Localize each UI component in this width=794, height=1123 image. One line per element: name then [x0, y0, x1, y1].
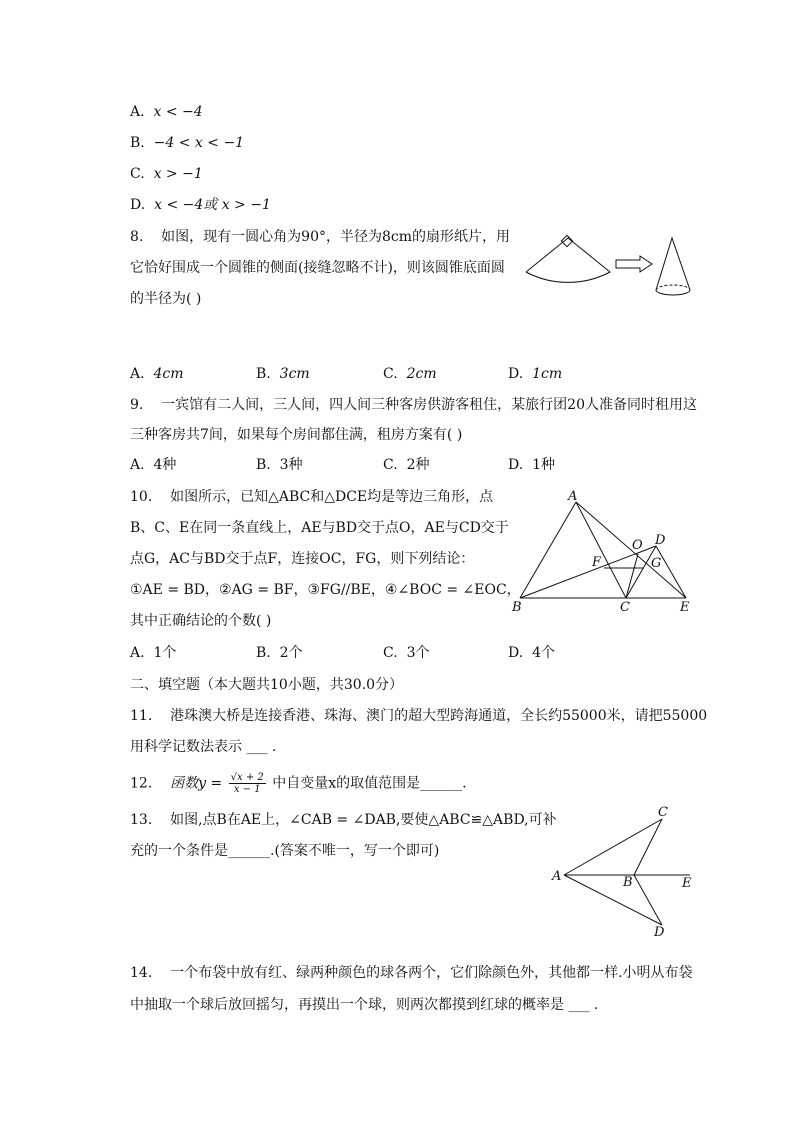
- q8-figure: [520, 232, 720, 332]
- q9-option-d: [508, 455, 555, 475]
- q14-line-1: [130, 963, 693, 983]
- label-g: G: [651, 556, 662, 571]
- q10-option-d: [508, 643, 555, 663]
- q10-line-5: [130, 611, 271, 631]
- q9-line-2: [130, 425, 462, 445]
- option-letter: D.: [130, 197, 146, 213]
- question-number: 12.: [130, 775, 153, 792]
- function-prefix: 函数y =: [170, 775, 223, 792]
- label-d: D: [655, 533, 666, 548]
- segment-ab: [520, 502, 576, 598]
- question-text: 如图，现有一圆心角为90°，半径为8cm的扇形纸片，用: [161, 229, 511, 245]
- q9-option-c: [383, 455, 430, 475]
- question-text: 充的一个条件是______.(答案不唯一，写一个即可): [130, 843, 440, 859]
- option-letter: C.: [383, 366, 398, 382]
- option-text: 1种: [532, 457, 556, 473]
- q7-option-c: [130, 164, 203, 184]
- question-text: 如图,点B在AE上，∠CAB = ∠DAB,要使△ABC≌△ABD,可补: [170, 812, 557, 828]
- question-text: 其中正确结论的个数( ): [130, 613, 272, 629]
- option-letter: D.: [508, 366, 524, 382]
- label-c: C: [620, 600, 630, 615]
- option-text: 3个: [406, 645, 430, 661]
- label-f: F: [592, 555, 602, 570]
- question-text: 点G，AC与BD交于点F，连接OC，FG，则下列结论：: [130, 551, 475, 567]
- q11-line-2: [130, 737, 276, 757]
- label-b: B: [623, 875, 633, 890]
- option-text: 4cm: [153, 366, 184, 382]
- option-letter: A.: [130, 645, 145, 661]
- option-letter: D.: [508, 645, 524, 661]
- q8-line-2: [130, 258, 505, 278]
- label-b: B: [512, 600, 522, 615]
- label-a: A: [552, 869, 562, 884]
- option-text: 4种: [153, 457, 177, 473]
- cone-sides: [656, 238, 690, 290]
- label-o: O: [632, 538, 643, 553]
- option-letter: D.: [508, 457, 524, 473]
- segment-cd: [626, 546, 656, 598]
- q10-line-4: [130, 580, 521, 600]
- question-number: 9.: [130, 397, 144, 413]
- question-number: 10.: [130, 489, 153, 505]
- question-text: 它恰好围成一个圆锥的侧面(接缝忽略不计)，则该圆锥底面圆: [130, 260, 505, 276]
- q8-line-1: [130, 227, 510, 247]
- option-letter: B.: [130, 135, 145, 151]
- question-text: 的半径为( ): [130, 291, 202, 307]
- q9-option-b: [256, 455, 303, 475]
- fraction: [229, 772, 266, 795]
- option-text: 2种: [406, 457, 430, 473]
- segment-ac: [576, 502, 626, 598]
- q8-option-d: [508, 364, 562, 384]
- option-letter: A.: [130, 104, 145, 120]
- question-text: 港珠澳大桥是连接香港、珠海、澳门的超大型跨海通道，全长约55000米，请把55000: [170, 708, 708, 724]
- segment-ac: [564, 819, 662, 875]
- option-text: 2个: [279, 645, 303, 661]
- option-letter: A.: [130, 457, 145, 473]
- sector-shape: [526, 238, 610, 282]
- arrow-shape: [616, 256, 652, 272]
- q7-option-b: [130, 133, 244, 153]
- question-text: 中抽取一个球后放回摇匀，再摸出一个球，则两次都摸到红球的概率是 ___ .: [130, 997, 599, 1013]
- option-text: −4 < x < −1: [153, 135, 245, 151]
- option-text: 4个: [532, 645, 556, 661]
- question-text: 一宾馆有二人间，三人间，四人间三种客房供游客租住，某旅行团20人准备同时租用这: [161, 397, 697, 413]
- option-letter: C.: [383, 457, 398, 473]
- option-letter: B.: [256, 366, 271, 382]
- label-e: E: [680, 600, 690, 615]
- question-text: B、C、E在同一条直线上，AE与BD交于点O，AE与CD交于: [130, 520, 509, 536]
- question-number: 13.: [130, 812, 153, 828]
- question-text: 一个布袋中放有红、绿两种颜色的球各两个，它们除颜色外，其他都一样.小明从布袋: [170, 965, 693, 981]
- option-text: x < −4或 x > −1: [154, 197, 271, 213]
- q10-option-b: [256, 643, 303, 663]
- q10-line-2: [130, 518, 509, 538]
- question-text: 三种客房共7间，如果每个房间都住满，租房方案有( ): [130, 427, 463, 443]
- question-text: 中自变量x的取值范围是______.: [272, 775, 467, 792]
- question-number: 8.: [130, 229, 144, 245]
- question-number: 14.: [130, 965, 153, 981]
- section-title: 二、填空题（本大题共10小题，共30.0分）: [130, 677, 403, 693]
- label-c: C: [658, 805, 668, 820]
- q10-figure: [510, 490, 710, 620]
- q8-option-c: [383, 364, 437, 384]
- option-text: x < −4: [153, 104, 203, 120]
- option-letter: C.: [383, 645, 398, 661]
- label-e: E: [682, 876, 692, 891]
- q9-option-a: [130, 455, 176, 475]
- option-text: 2cm: [406, 366, 437, 382]
- fraction-denominator: x − 1: [233, 784, 261, 795]
- option-text: 3种: [279, 457, 303, 473]
- segment-ad: [564, 875, 662, 925]
- option-text: x > −1: [153, 166, 203, 182]
- segment-ae: [576, 502, 686, 598]
- q11-line-1: [130, 706, 707, 726]
- q10-option-a: [130, 643, 176, 663]
- q10-line-1: [130, 487, 493, 507]
- label-a: A: [568, 489, 578, 504]
- question-text: ①AE = BD，②AG = BF，③FG//BE，④∠BOC = ∠EOC，: [130, 582, 521, 598]
- q14-line-2: [130, 995, 598, 1015]
- question-text: 如图所示，已知△ABC和△DCE均是等边三角形，点: [170, 489, 494, 505]
- q9-line-1: [130, 395, 697, 415]
- option-text: 1个: [153, 645, 177, 661]
- q10-option-c: [383, 643, 430, 663]
- segment-bd: [520, 546, 656, 598]
- label-d: D: [654, 925, 665, 940]
- q7-option-d: [130, 195, 271, 215]
- q8-option-b: [256, 364, 310, 384]
- q7-option-a: [130, 102, 203, 122]
- q13-figure: [550, 805, 710, 940]
- option-letter: A.: [130, 366, 145, 382]
- q10-line-3: [130, 549, 474, 569]
- option-letter: B.: [256, 645, 271, 661]
- q8-line-3: [130, 289, 201, 309]
- q13-line-2: [130, 841, 439, 861]
- q13-line-1: [130, 810, 557, 830]
- cone-base-front: [656, 290, 690, 295]
- question-number: 11.: [130, 708, 153, 724]
- segment-de: [656, 546, 686, 598]
- option-letter: B.: [256, 457, 271, 473]
- option-text: 3cm: [279, 366, 310, 382]
- q12-line: [130, 772, 467, 795]
- segment-oc: [626, 554, 638, 598]
- option-text: 1cm: [532, 366, 563, 382]
- question-text: 用科学记数法表示 ___ .: [130, 739, 277, 755]
- option-letter: C.: [130, 166, 145, 182]
- cone-base-back: [656, 285, 690, 290]
- q8-option-a: [130, 364, 184, 384]
- fraction-numerator: √x + 2: [230, 772, 264, 783]
